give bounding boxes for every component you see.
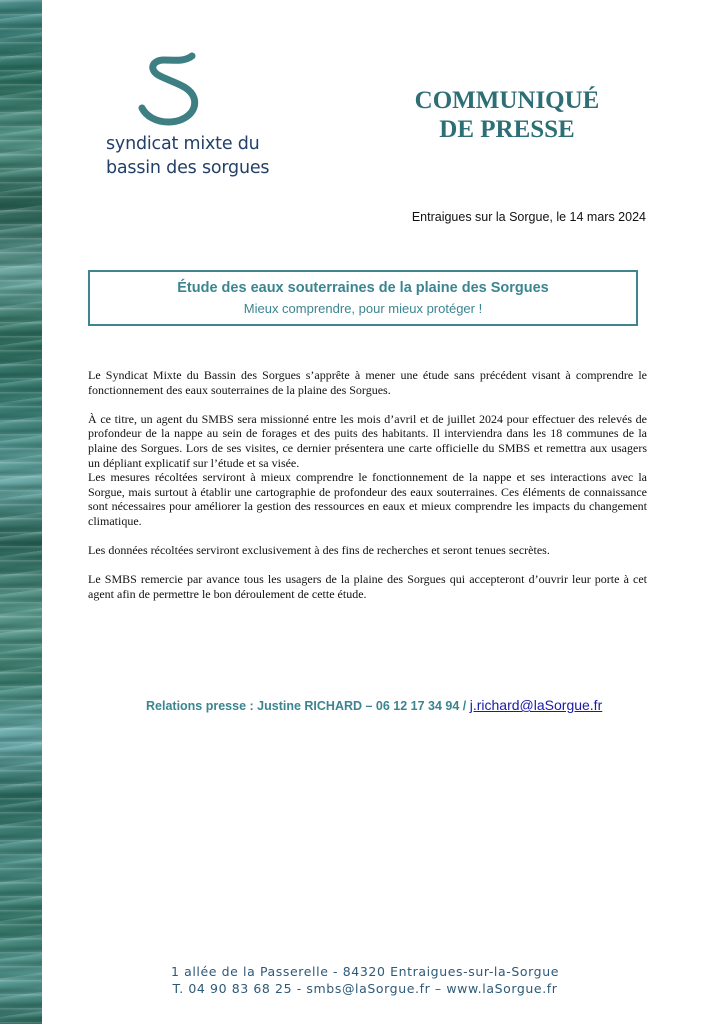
logo-text-line-1: syndicat mixte du bbox=[106, 134, 260, 154]
body-paragraph-1: Le Syndicat Mixte du Bassin des Sorgues s’apprête à mener une étude sans précédent visant à comprendre le fonctionnement des eaux souterraines de la plaine des Sorgues. bbox=[88, 368, 647, 397]
subject-box bbox=[88, 270, 638, 326]
place-and-date: Entraigues sur la Sorgue, le 14 mars 2024 bbox=[411, 210, 646, 224]
decorative-water-strip bbox=[0, 0, 42, 1024]
press-contact bbox=[146, 697, 602, 713]
body-paragraph-2: À ce titre, un agent du SMBS sera missionné entre les mois d’avril et de juillet 2024 pour effectuer des relevés de profondeur de la nappe au sein de forages et des puits des habitants. Il interviendra dans les 18 communes de la plaine des Sorgues. Lors de ses visites, ce dernier présentera une carte officielle du SMBS et remettra aux usagers un dépliant explicatif sur l’étude et sa visée. bbox=[88, 411, 647, 470]
footer-contacts: T. 04 90 83 68 25 - smbs@laSorgue.fr – www.laSorgue.fr bbox=[172, 981, 558, 996]
subject-title: Étude des eaux souterraines de la plaine des Sorgues bbox=[177, 280, 549, 296]
subject-subtitle: Mieux comprendre, pour mieux protéger ! bbox=[243, 301, 483, 316]
press-contact-email-link[interactable]: j.richard@laSorgue.fr bbox=[469, 697, 603, 713]
logo-text-line-2: bassin des sorgues bbox=[106, 158, 270, 178]
body-paragraph-4: Les données récoltées serviront exclusivement à des fins de recherches et seront tenues secrètes. bbox=[88, 543, 550, 558]
press-contact-label: Relations presse : Justine RICHARD – 06 12 17 34 94 / bbox=[146, 699, 470, 713]
press-release-body bbox=[88, 368, 647, 602]
document-title bbox=[372, 86, 642, 144]
logo bbox=[100, 52, 270, 192]
footer-address: 1 allée de la Passerelle - 84320 Entraigues-sur-la-Sorgue bbox=[170, 964, 560, 979]
title-line-2: DE PRESSE bbox=[439, 116, 575, 143]
body-paragraph-3: Les mesures récoltées serviront à mieux comprendre le fonctionnement de la nappe et ses interactions avec la Sorgue, mais surtout à établir une cartographie de profondeur des eaux souterraines. Ces éléments de connaissance sont nécessaires pour améliorer la gestion des ressources en eaux et mieux comprendre les impacts du changement climatique. bbox=[88, 470, 647, 528]
title-line-1: COMMUNIQUÉ bbox=[414, 87, 600, 114]
logo-s-mark-icon bbox=[138, 52, 208, 132]
body-paragraph-5: Le SMBS remercie par avance tous les usagers de la plaine des Sorgues qui accepteront d’ouvrir leur porte à cet agent afin de permettre le bon déroulement de cette étude. bbox=[88, 572, 647, 601]
